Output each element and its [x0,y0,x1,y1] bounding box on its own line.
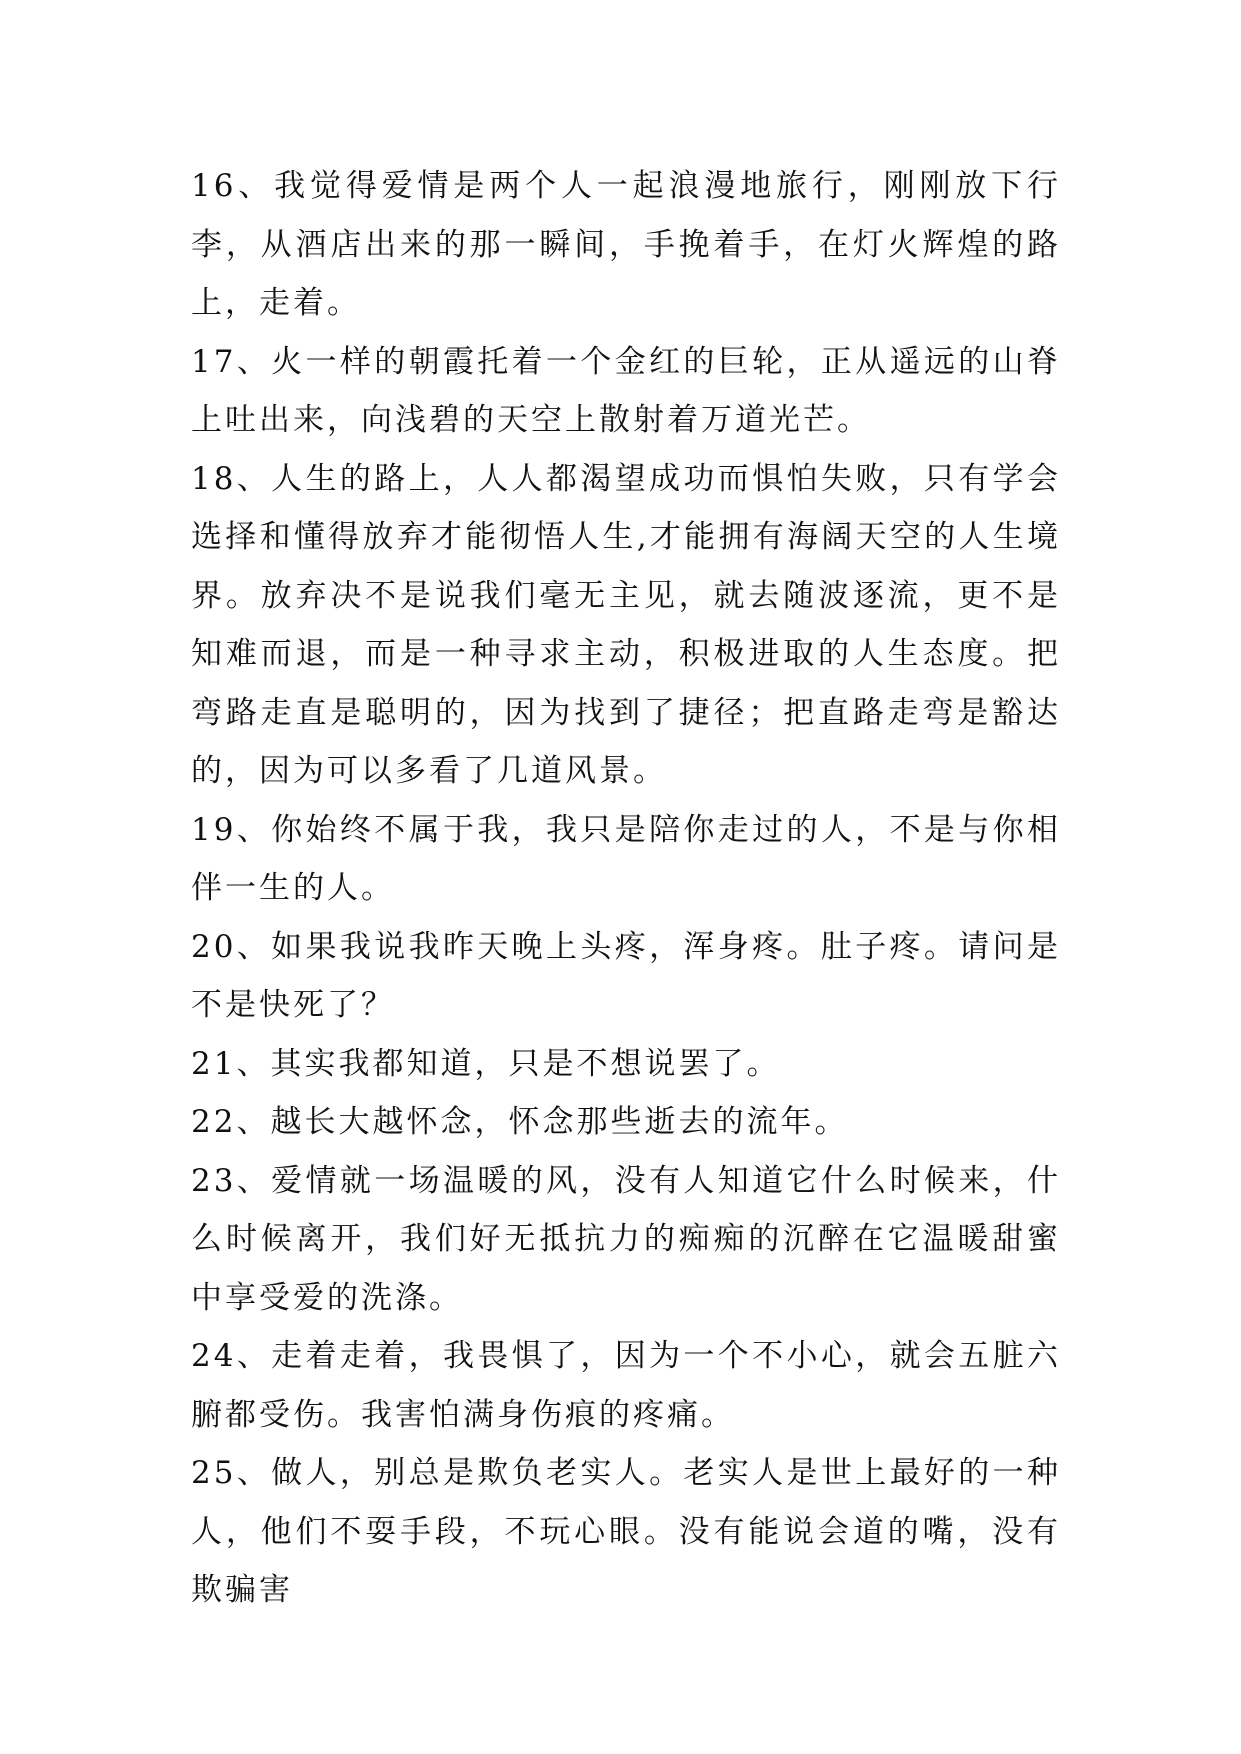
paragraph-18: 18、人生的路上，人人都渴望成功而惧怕失败，只有学会选择和懂得放弃才能彻悟人生,才能拥有海阔天空的人生境界。放弃决不是说我们毫无主见，就去随波逐流，更不是知难而退，而是一种寻求主动，积极进取的人生态度。把弯路走直是聪明的，因为找到了捷径；把直路走弯是豁达的，因为可以多看了几道风景。 [191,460,1061,789]
paragraph-24: 24、走着走着，我畏惧了，因为一个不小心，就会五脏六腑都受伤。我害怕满身伤痕的疼痛。 [191,1338,1061,1433]
paragraph-25: 25、做人，别总是欺负老实人。老实人是世上最好的一种人，他们不耍手段，不玩心眼。没有能说会道的嘴，没有欺骗害 [191,1455,1061,1608]
paragraph-22: 22、越长大越怀念，怀念那些逝去的流年。 [191,1104,849,1140]
paragraph-20: 20、如果我说我昨天晚上头疼，浑身疼。肚子疼。请问是不是快死了？ [191,928,1061,1023]
paragraph-19: 19、你始终不属于我，我只是陪你走过的人，不是与你相伴一生的人。 [191,811,1061,906]
paragraph-17: 17、火一样的朝霞托着一个金红的巨轮，正从遥远的山脊上吐出来，向浅碧的天空上散射着万道光芒。 [191,343,1061,438]
paragraph-21: 21、其实我都知道，只是不想说罢了。 [191,1045,781,1082]
document-body [191,157,1061,1620]
paragraph-16: 16、我觉得爱情是两个人一起浪漫地旅行，刚刚放下行李，从酒店出来的那一瞬间，手挽着手，在灯火辉煌的路上，走着。 [191,168,1061,321]
paragraph-23: 23、爱情就一场温暖的风，没有人知道它什么时候来，什么时候离开，我们好无抵抗力的痴痴的沉醉在它温暖甜蜜中享受爱的洗涤。 [191,1162,1061,1316]
